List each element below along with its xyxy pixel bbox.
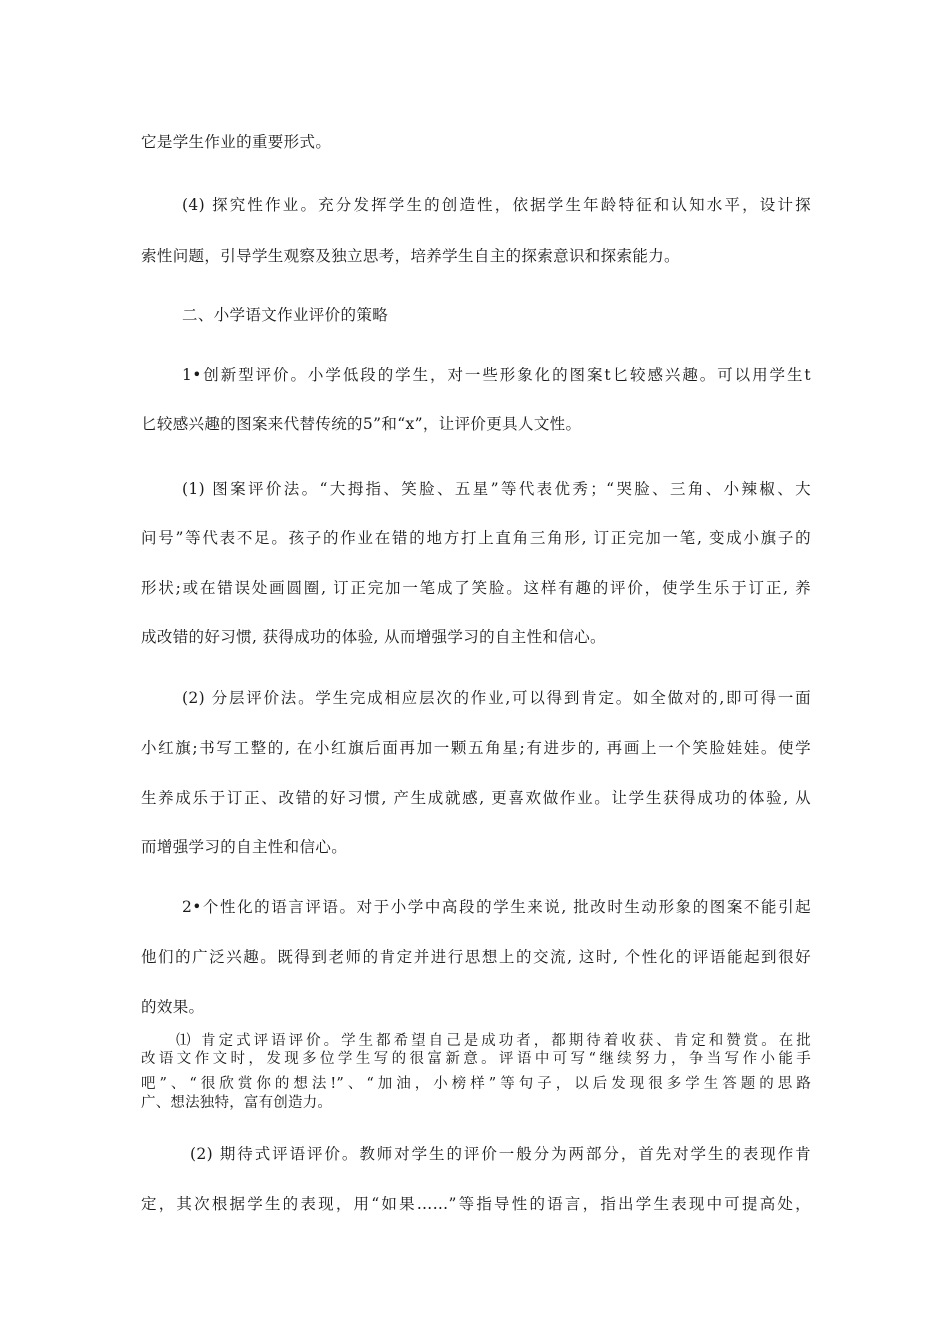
- text-line: (4) 探究性作业。充分发挥学生的创造性，依据学生年龄特征和认知水平，设计探: [182, 196, 811, 214]
- text-line: (2) 分层评价法。学生完成相应层次的作业,可以得到肯定。如全做对的,即可得一面: [182, 689, 811, 707]
- text-line: ⑴ 肯定式评语评价。学生都希望自己是成功者，都期待着收获、肯定和赞赏。在批: [176, 1033, 811, 1049]
- text-line: 而增强学习的自主性和信心。: [141, 838, 348, 856]
- text-line: 吧”、“很欣赏你的想法!”、“加油，小榜样”等句子，以后发现很多学生答题的思路: [141, 1076, 811, 1092]
- text-line: (1) 图案评价法。“大拇指、笑脸、五星”等代表优秀；“哭脸、三角、小辣椒、大: [182, 480, 811, 498]
- text-line: 的效果。: [141, 998, 205, 1016]
- text-line: 形状;或在错误处画圆圈, 订正完加一笔成了笑脸。这样有趣的评价，使学生乐于订正, 养: [141, 579, 811, 597]
- text-line: 索性问题，引导学生观察及独立思考，培养学生自主的探索意识和探索能力。: [141, 247, 680, 265]
- text-line: 1•创新型评价。小学低段的学生，对一些形象化的图案t匕较感兴趣。可以用学生t: [182, 366, 811, 384]
- section-heading: 二、小学语文作业评价的策略: [182, 306, 389, 324]
- text-line: 问号”等代表不足。孩子的作业在错的地方打上直角三角形, 订正完加一笔, 变成小旗子的: [141, 529, 811, 547]
- text-line: 匕较感兴趣的图案来代替传统的5”和“x”，让评价更具人文性。: [141, 415, 582, 433]
- text-line: 它是学生作业的重要形式。: [141, 133, 332, 151]
- text-line: 他们的广泛兴趣。既得到老师的肯定并进行思想上的交流, 这时, 个性化的评语能起到很好: [141, 948, 811, 966]
- text-line: 改语文作文时，发现多位学生写的很富新意。评语中可写“继续努力，争当写作小能手: [141, 1051, 811, 1067]
- text-line: (2) 期待式评语评价。教师对学生的评价一般分为两部分，首先对学生的表现作肯: [190, 1145, 811, 1163]
- text-line: 2•个性化的语言评语。对于小学中高段的学生来说, 批改时生动形象的图案不能引起: [182, 898, 811, 916]
- text-line: 生养成乐于订正、改错的好习惯, 产生成就感, 更喜欢做作业。让学生获得成功的体验, 从: [141, 789, 811, 807]
- text-line: 成改错的好习惯, 获得成功的体验, 从而增强学习的自主性和信心。: [141, 628, 606, 646]
- text-line: 广、想法独特，富有创造力。: [141, 1095, 333, 1111]
- text-line: 小红旗;书写工整的, 在小红旗后面再加一颗五角星;有进步的, 再画上一个笑脸娃娃。使学: [141, 739, 811, 757]
- text-line: 定，其次根据学生的表现，用“如果……”等指导性的语言，指出学生表现中可提高处，: [141, 1195, 811, 1213]
